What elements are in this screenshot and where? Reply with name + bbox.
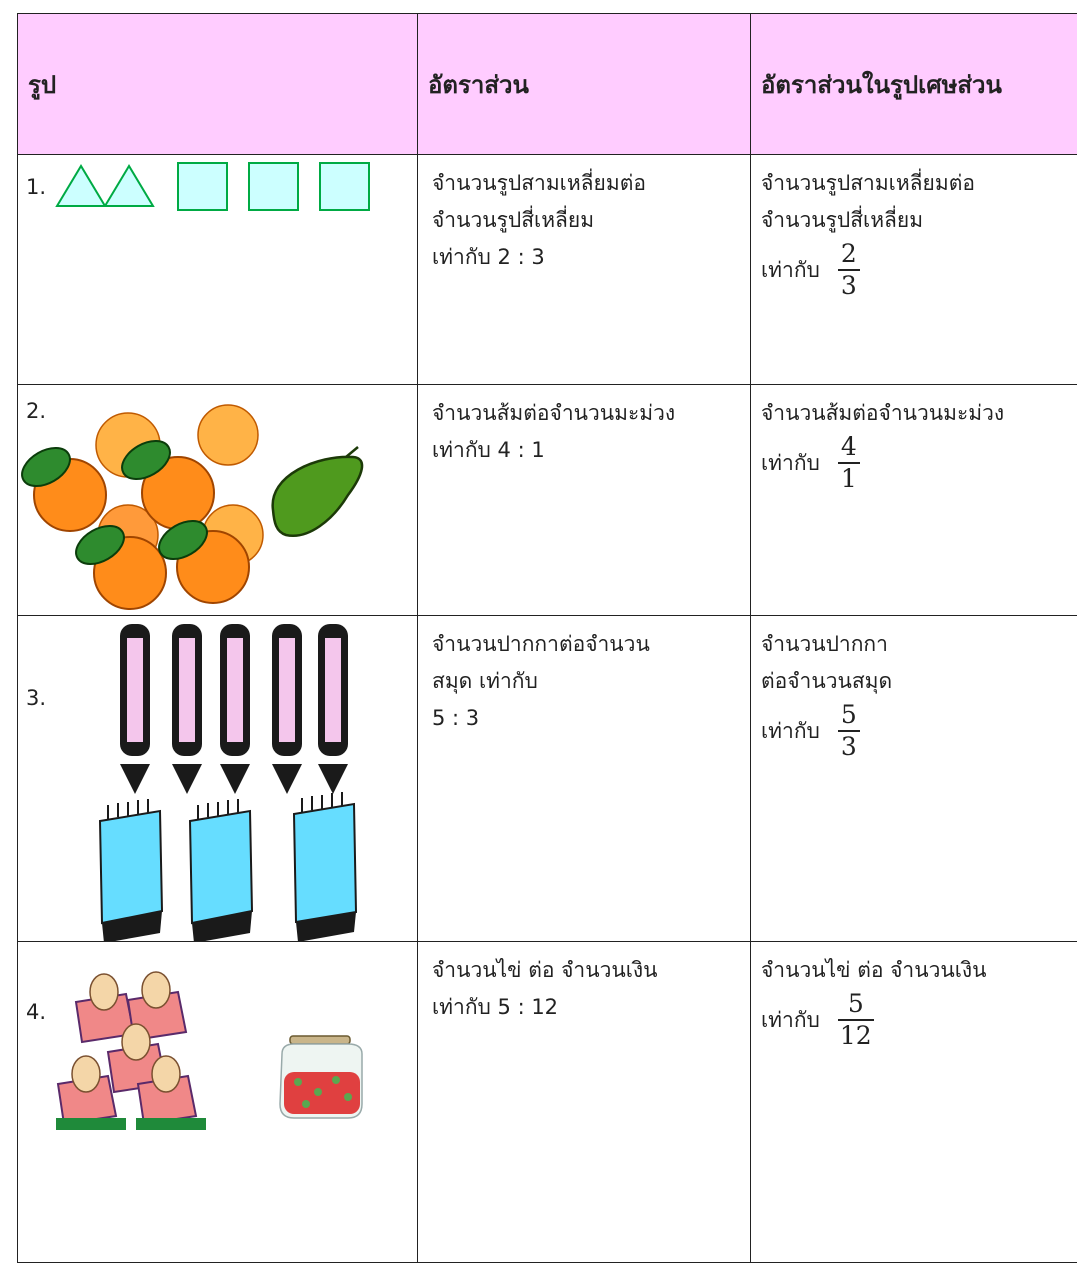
notebook-icon <box>190 799 252 941</box>
fraction-cell <box>751 616 1077 942</box>
pen-icon <box>318 624 348 794</box>
pens-notebooks-picture <box>18 616 418 941</box>
header-picture: รูป <box>18 14 418 155</box>
denominator: 3 <box>839 732 859 762</box>
fraction-cell <box>751 385 1077 616</box>
eggs-jar-picture <box>18 942 418 1262</box>
ratio-text: เท่ากับ 5 : 12 <box>432 989 740 1026</box>
ratio-text: จำนวนรูปสามเหลี่ยมต่อ <box>432 165 740 202</box>
fraction <box>838 700 860 762</box>
square-icon <box>320 163 369 210</box>
mango-icon <box>273 447 362 536</box>
row-number: 3. <box>26 686 46 710</box>
coin-jar-icon <box>280 1036 362 1118</box>
fraction <box>838 432 860 494</box>
pen-icon <box>172 624 202 794</box>
fraction-text: จำนวนรูปสี่เหลี่ยม <box>761 202 1072 239</box>
fraction-text: ต่อจำนวนสมุด <box>761 663 1072 700</box>
header-fraction: อัตราส่วนในรูปเศษส่วน <box>751 14 1077 155</box>
triangle-icon <box>105 166 153 206</box>
row-number: 2. <box>26 399 46 423</box>
equals-label: เท่ากับ <box>761 1002 820 1039</box>
header-row <box>18 14 1077 155</box>
ratio-text: สมุด เท่ากับ <box>432 663 740 700</box>
equals-label: เท่ากับ <box>761 713 820 750</box>
numerator: 2 <box>839 239 859 269</box>
notebook-icon <box>294 792 356 941</box>
header-ratio: อัตราส่วน <box>418 14 751 155</box>
fraction-cell <box>751 155 1077 385</box>
denominator: 3 <box>839 271 859 301</box>
fraction <box>838 239 860 301</box>
picture-cell <box>18 385 418 616</box>
denominator: 12 <box>838 1021 874 1051</box>
fraction-text: จำนวนไข่ ต่อ จำนวนเงิน <box>761 952 1072 989</box>
fruit-picture <box>18 385 418 615</box>
shapes-picture <box>18 155 418 384</box>
table-row <box>18 942 1077 1263</box>
ratio-text: จำนวนไข่ ต่อ จำนวนเงิน <box>432 952 740 989</box>
triangle-icon <box>57 166 105 206</box>
ratio-text: จำนวนส้มต่อจำนวนมะม่วง <box>432 395 740 432</box>
numerator: 4 <box>839 432 859 462</box>
picture-cell <box>18 616 418 942</box>
ratio-table <box>17 13 1077 1263</box>
orange-icon <box>18 440 106 531</box>
fraction-cell <box>751 942 1077 1263</box>
fraction-text: จำนวนส้มต่อจำนวนมะม่วง <box>761 395 1072 432</box>
ratio-cell <box>418 155 751 385</box>
table-row <box>18 616 1077 942</box>
picture-cell <box>18 155 418 385</box>
numerator: 5 <box>839 700 859 730</box>
equals-label: เท่ากับ <box>761 252 820 289</box>
ratio-cell <box>418 942 751 1263</box>
pen-icon <box>220 624 250 794</box>
ratio-text: จำนวนรูปสี่เหลี่ยม <box>432 202 740 239</box>
row-number: 1. <box>26 175 46 199</box>
fraction <box>838 989 874 1051</box>
ratio-text: 5 : 3 <box>432 700 740 737</box>
ratio-cell <box>418 616 751 942</box>
ratio-text: เท่ากับ 4 : 1 <box>432 432 740 469</box>
notebook-icon <box>100 799 162 941</box>
pen-icon <box>272 624 302 794</box>
picture-cell <box>18 942 418 1263</box>
fraction-text: จำนวนปากกา <box>761 626 1072 663</box>
square-icon <box>178 163 227 210</box>
row-number: 4. <box>26 1000 46 1024</box>
ratio-cell <box>418 385 751 616</box>
table-row <box>18 155 1077 385</box>
fraction-text: จำนวนรูปสามเหลี่ยมต่อ <box>761 165 1072 202</box>
ratio-text: จำนวนปากกาต่อจำนวน <box>432 626 740 663</box>
denominator: 1 <box>839 464 859 494</box>
pen-icon <box>120 624 150 794</box>
ratio-text: เท่ากับ 2 : 3 <box>432 239 740 276</box>
equals-label: เท่ากับ <box>761 445 820 482</box>
square-icon <box>249 163 298 210</box>
numerator: 5 <box>846 989 866 1019</box>
table-row <box>18 385 1077 616</box>
